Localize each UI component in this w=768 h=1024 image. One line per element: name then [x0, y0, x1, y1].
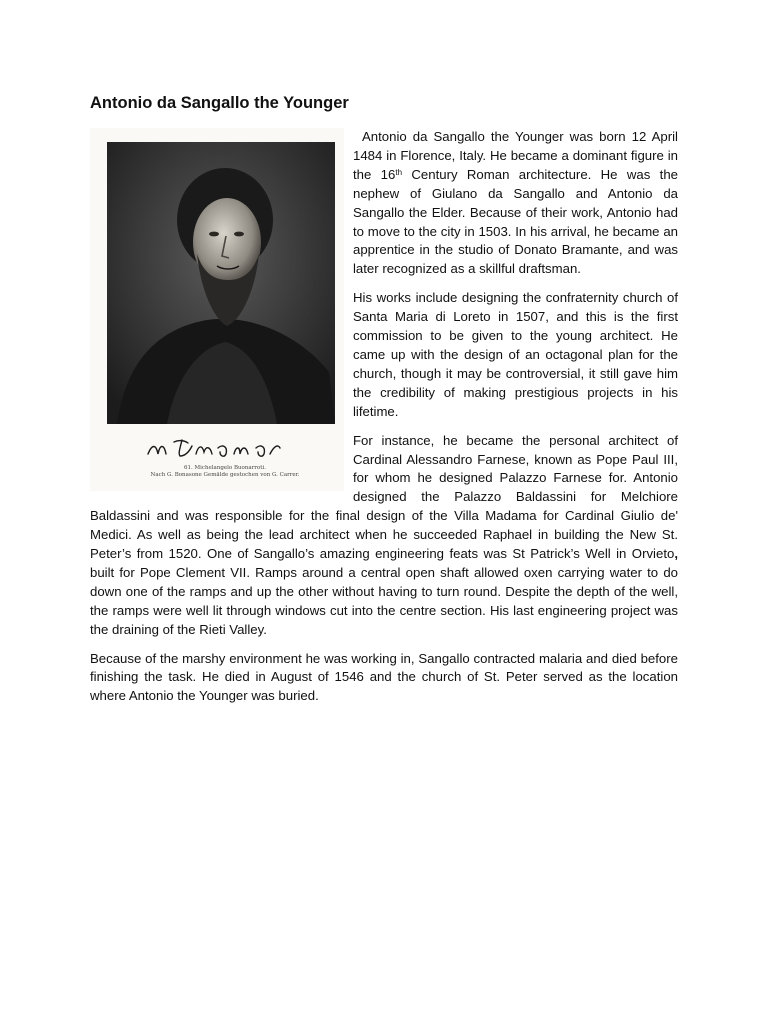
caption-line-2: Nach G. Bonasone Gemälde gestochen von G. Carrer. — [150, 472, 300, 478]
document-title: Antonio da Sangallo the Younger — [90, 94, 349, 112]
signature — [144, 434, 294, 462]
paragraph-works: His works include designing the confraternity church of Santa Maria di Loreto in 1507, and this is the first commission to be given to the young architect. He came up with the design of an octagonal plan for the church, though it may be controversial, it still gave him the credibility of making prestigious projects in his lifetime. — [353, 290, 678, 419]
p3-bold-comma: , — [674, 546, 678, 562]
paragraph-death: Because of the marshy environment he was working in, Sangallo contracted malaria and died before finishing the task. He died in August of 1546 and the church of St. Peter served as the location where Antonio the Younger was buried. — [90, 650, 678, 704]
portrait-image — [107, 142, 335, 424]
p3-text-a: For instance, he became the personal architect of Cardinal Alessandro Farnese, known as Pope Paul III, for whom he designed Palazzo Farnese for. Antonio designed the Palazzo Baldassini for Melchiore Baldassini and was responsible for the final design of the Villa Madama for Cardinal Giulio de' Medici. As well as being the lead architect when he succeeded Raphael in building the New St. Peter’s from 1520. One of Sangallo’s amazing engineering feats was St Patrick’s Well in Orvieto — [90, 432, 678, 562]
p3-text-b: built for Pope Clement VII. Ramps around a central open shaft allowed oxen carrying water to do down one of the ramps and up the other without having to turn round. Despite the depth of the well, the ramps were well lit through windows cut into the centre section. His last engineering project was the draining of the Rieti Valley. — [90, 564, 678, 637]
portrait-caption — [130, 465, 320, 479]
document-page — [90, 92, 678, 716]
portrait-figure — [90, 128, 344, 491]
caption-line-1: 61. Michelangelo Buonarroti. — [184, 465, 266, 471]
p1-text-a: Antonio da Sangallo the Younger was born 12 April 1484 in Florence, Italy. He became a dominant figure in the 16 — [353, 129, 678, 182]
p1-superscript: th — [395, 167, 403, 177]
portrait-engraving — [107, 142, 335, 424]
p1-text-b: Century Roman architecture. He was the nephew of Giulano da Sangallo and Antonio da Sangallo the Elder. Because of their work, Antonio had to move to the city in 1503. In his arrival, he became an apprentice in the studio of Donato Bramante, and was later recognized as a skillful draftsman. — [353, 166, 678, 277]
